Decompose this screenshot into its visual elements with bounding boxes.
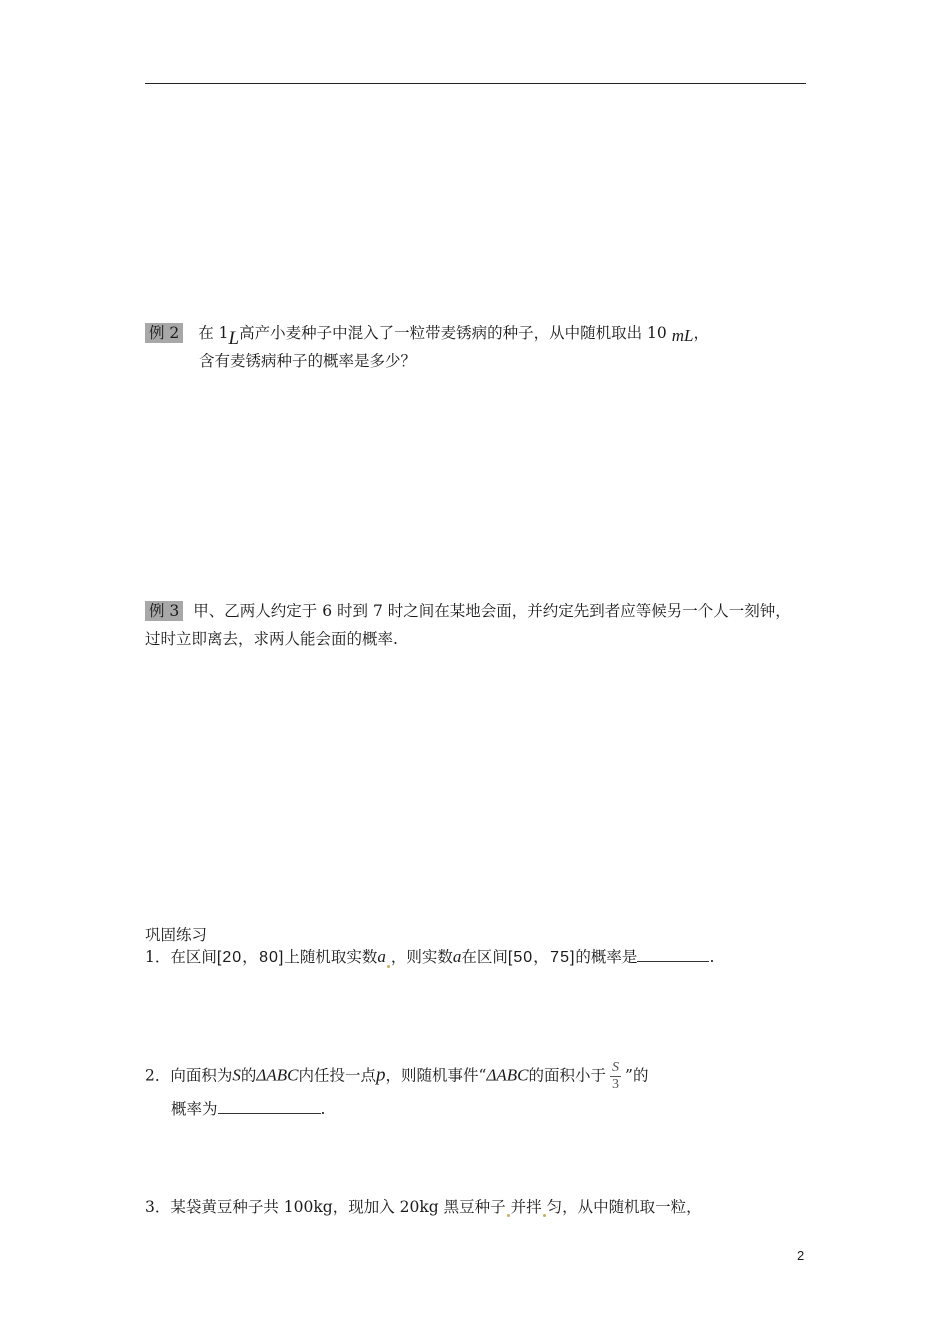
q2-text-e: 的面积小于 (528, 1066, 607, 1085)
q2-answer-blank[interactable] (218, 1099, 321, 1114)
example-2-unit-l: L (228, 328, 240, 349)
example-3-line-1 (145, 601, 791, 621)
q2-fraction (610, 1060, 621, 1093)
example-2-text-b: 高产小麦种子中混入了一粒带麦锈病的种子，从中随机取出 10 (239, 324, 667, 342)
q1-text-c: ，则实数 (390, 948, 453, 966)
q1-end: . (709, 948, 715, 966)
q2-text-b: 的 (240, 1066, 257, 1085)
example-2-unit-ml: mL (671, 326, 694, 345)
q1-text-e: 的概率是 (575, 948, 638, 966)
q2-var-p: p (376, 1064, 386, 1086)
example-2-tag: 例 2 (145, 323, 183, 343)
q2-text-a: 2．向面积为 (145, 1066, 233, 1085)
q2-var-s: S (232, 1065, 241, 1085)
q3-text-a: 3．某袋黄豆种子共 100kg，现加入 20kg 黑豆种子 (145, 1198, 506, 1216)
example-2-text-c: ， (693, 324, 709, 342)
q2-end: . (320, 1100, 326, 1118)
q2-text-c: 内任投一点 (298, 1066, 376, 1085)
page-number: 2 (797, 1248, 805, 1263)
q1-var-a-1: a (377, 947, 386, 966)
q1-var-a-2: a (452, 947, 462, 966)
example-3-tag: 例 3 (145, 601, 183, 621)
header-rule (145, 83, 806, 84)
question-3 (145, 1197, 702, 1217)
example-2-text-a: 在 1 (198, 324, 229, 342)
example-3-text: 甲、乙两人约定于 6 时到 7 时之间在某地会面，并约定先到者应等候另一个人一刻钟， (193, 602, 791, 620)
q2-fraction-numerator: S (612, 1060, 620, 1075)
q1-interval-1: [20，80] (216, 949, 285, 966)
q2-text-g: 概率为 (171, 1100, 218, 1118)
question-2-line-1 (145, 1060, 648, 1093)
q1-answer-blank[interactable] (637, 947, 709, 962)
q1-text-a: 1．在区间 (145, 948, 217, 966)
question-1 (145, 947, 714, 968)
q3-text-b: 并拌 (510, 1198, 542, 1216)
q2-text-d: ，则随机事件“ (385, 1066, 487, 1085)
q1-interval-2: [50，75] (507, 949, 576, 966)
q2-fraction-denominator: 3 (612, 1077, 620, 1092)
q1-text-b: 上随机取实数 (284, 948, 378, 966)
question-2-line-2 (171, 1099, 325, 1119)
q3-text-c: 匀，从中随机取一粒， (546, 1198, 702, 1216)
practice-heading: 巩固练习 (145, 926, 208, 944)
q1-text-d: 在区间 (461, 948, 508, 966)
q2-triangle-1: ΔABC (256, 1065, 299, 1085)
q1-dot-mark (387, 965, 390, 968)
example-2-line-1 (145, 323, 709, 349)
q3-dot-mark-2 (543, 1214, 546, 1217)
q2-triangle-2: ΔABC (486, 1065, 529, 1085)
q2-text-f: ”的 (625, 1066, 649, 1085)
example-2-line-2: 含有麦锈病种子的概率是多少？ (199, 352, 417, 370)
q3-dot-mark-1 (507, 1214, 510, 1217)
example-3-line-2: 过时立即离去，求两人能会面的概率. (145, 630, 398, 648)
